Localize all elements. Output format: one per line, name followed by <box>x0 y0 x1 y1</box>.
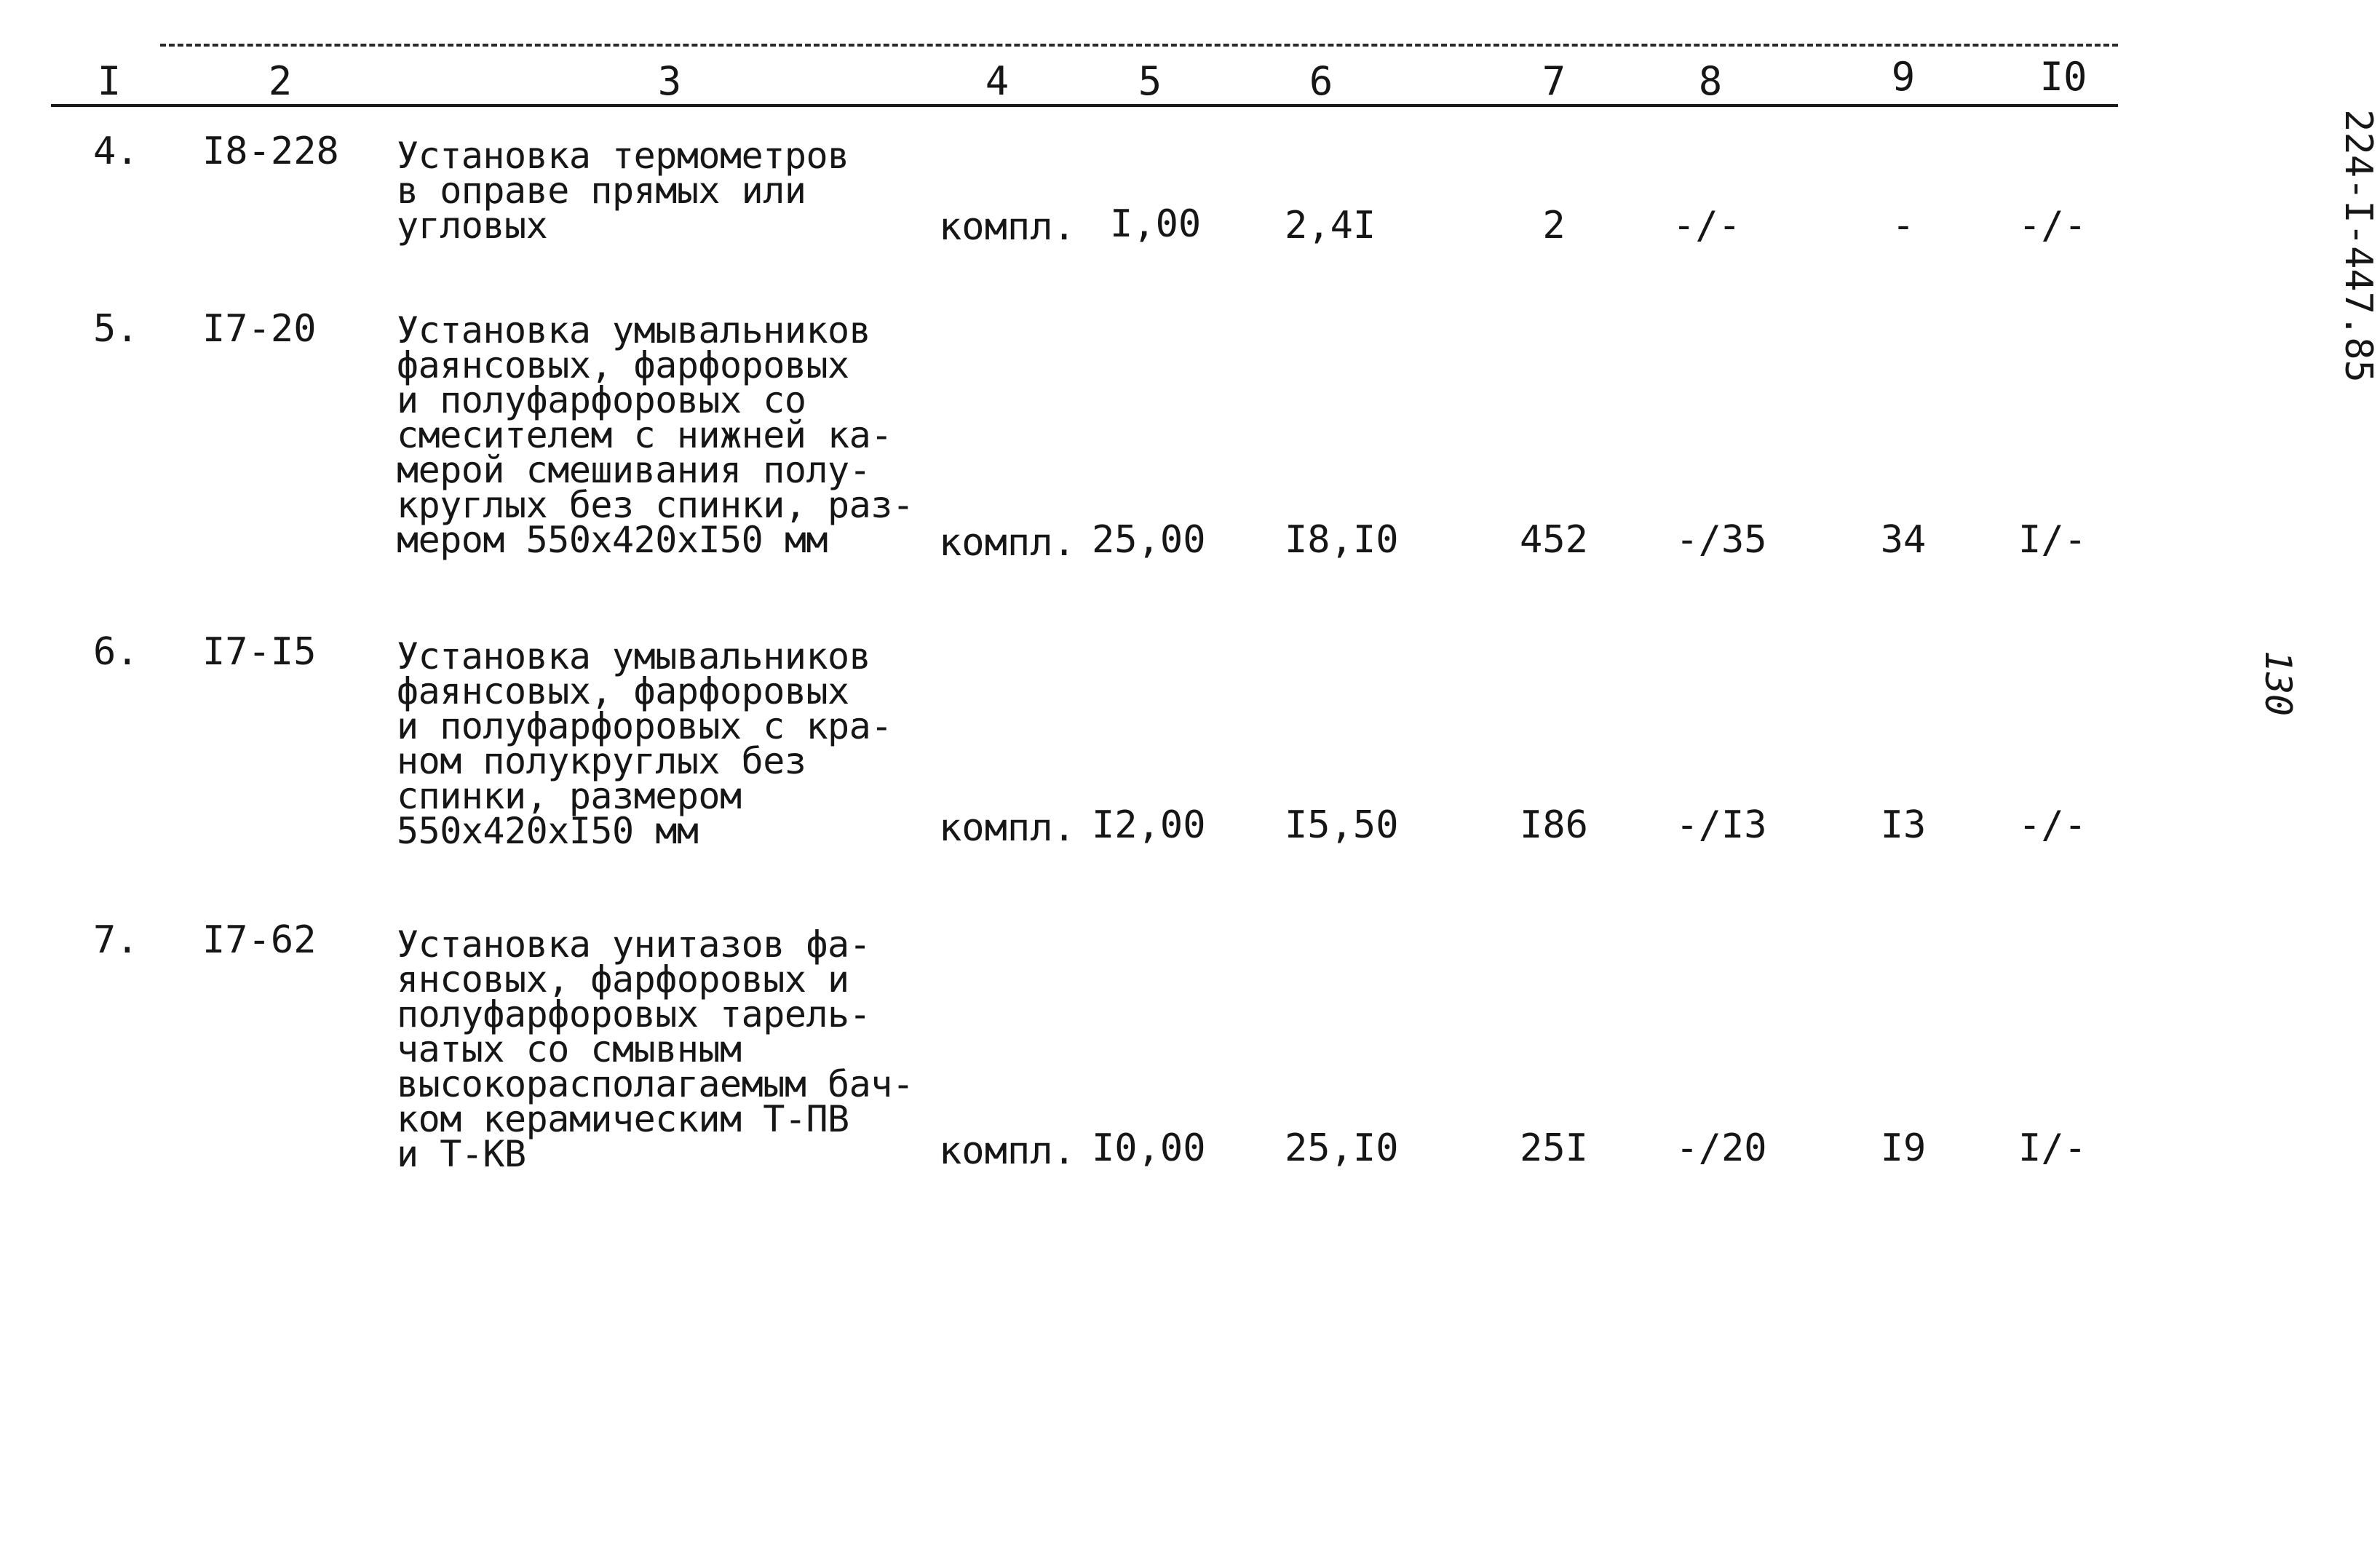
column-header-8: 8 <box>1698 58 1723 104</box>
row-rate: 2,4I <box>1285 204 1376 247</box>
row-total: 25I <box>1520 1126 1588 1170</box>
row-total: I86 <box>1520 803 1588 847</box>
row-col8: -/20 <box>1675 1126 1767 1170</box>
row-col8: -/35 <box>1675 518 1767 562</box>
row-description: Установка термометров в оправе прямых или угловых <box>397 135 849 247</box>
row-unit: компл. <box>939 806 1076 850</box>
document-code: 224-I-447.85 <box>2336 109 2380 383</box>
column-header-9: 9 <box>1891 54 1916 100</box>
row-col10: I/- <box>2018 518 2087 562</box>
column-header-2: 2 <box>268 58 293 104</box>
row-description: Установка унитазов фа- янсовых, фарфоровых и полуфарфоровых тарель- чатых со смывным высокорасполагаемым бач- ком керамическим Т-ПВ и Т-КВ <box>397 923 914 1175</box>
row-unit: компл. <box>939 521 1076 565</box>
row-code: I7-20 <box>202 307 317 351</box>
row-number: 5. <box>93 307 139 351</box>
row-col9: I9 <box>1880 1126 1927 1170</box>
column-header-4: 4 <box>985 58 1009 104</box>
column-header-6: 6 <box>1309 58 1333 104</box>
row-col8: -/I3 <box>1675 803 1767 847</box>
row-col9: - <box>1892 204 1915 247</box>
row-col10: -/- <box>2018 204 2087 247</box>
row-col8: -/- <box>1673 204 1741 247</box>
row-col10: -/- <box>2018 803 2087 847</box>
row-description: Установка умывальников фаянсовых, фарфоровых и полуфарфоровых с кра- ном полукруглых без спинки, размером 550х420хI50 мм <box>397 635 892 852</box>
row-code: I7-62 <box>202 918 317 962</box>
row-total: 2 <box>1542 204 1566 247</box>
row-number: 4. <box>93 130 139 173</box>
row-unit: компл. <box>939 1129 1076 1173</box>
column-header-1: I <box>97 58 122 104</box>
row-rate: I8,I0 <box>1285 518 1399 562</box>
row-rate: 25,I0 <box>1285 1126 1399 1170</box>
row-code: I8-228 <box>202 130 339 173</box>
column-header-10: I0 <box>2039 54 2087 100</box>
row-quantity: I,00 <box>1110 202 1202 246</box>
column-header-3: 3 <box>657 58 682 104</box>
row-code: I7-I5 <box>202 630 317 674</box>
column-header-5: 5 <box>1138 58 1162 104</box>
page-number: 130 <box>2257 650 2299 717</box>
row-total: 452 <box>1520 518 1588 562</box>
table-top-rule <box>160 44 2118 47</box>
row-quantity: I0,00 <box>1092 1126 1206 1170</box>
column-header-7: 7 <box>1542 58 1566 104</box>
table-header-rule <box>51 104 2118 107</box>
row-col9: I3 <box>1880 803 1927 847</box>
row-number: 7. <box>93 918 139 962</box>
row-col10: I/- <box>2018 1126 2087 1170</box>
row-quantity: I2,00 <box>1092 803 1206 847</box>
row-quantity: 25,00 <box>1092 518 1206 562</box>
row-col9: 34 <box>1880 518 1927 562</box>
row-unit: компл. <box>939 205 1076 249</box>
row-number: 6. <box>93 630 139 674</box>
row-rate: I5,50 <box>1285 803 1399 847</box>
row-description: Установка умывальников фаянсовых, фарфоровых и полуфарфоровых со смесителем с нижней ка- мерой смешивания полу- круглых без спинки, раз- мером 550х420хI50 мм <box>397 309 914 561</box>
